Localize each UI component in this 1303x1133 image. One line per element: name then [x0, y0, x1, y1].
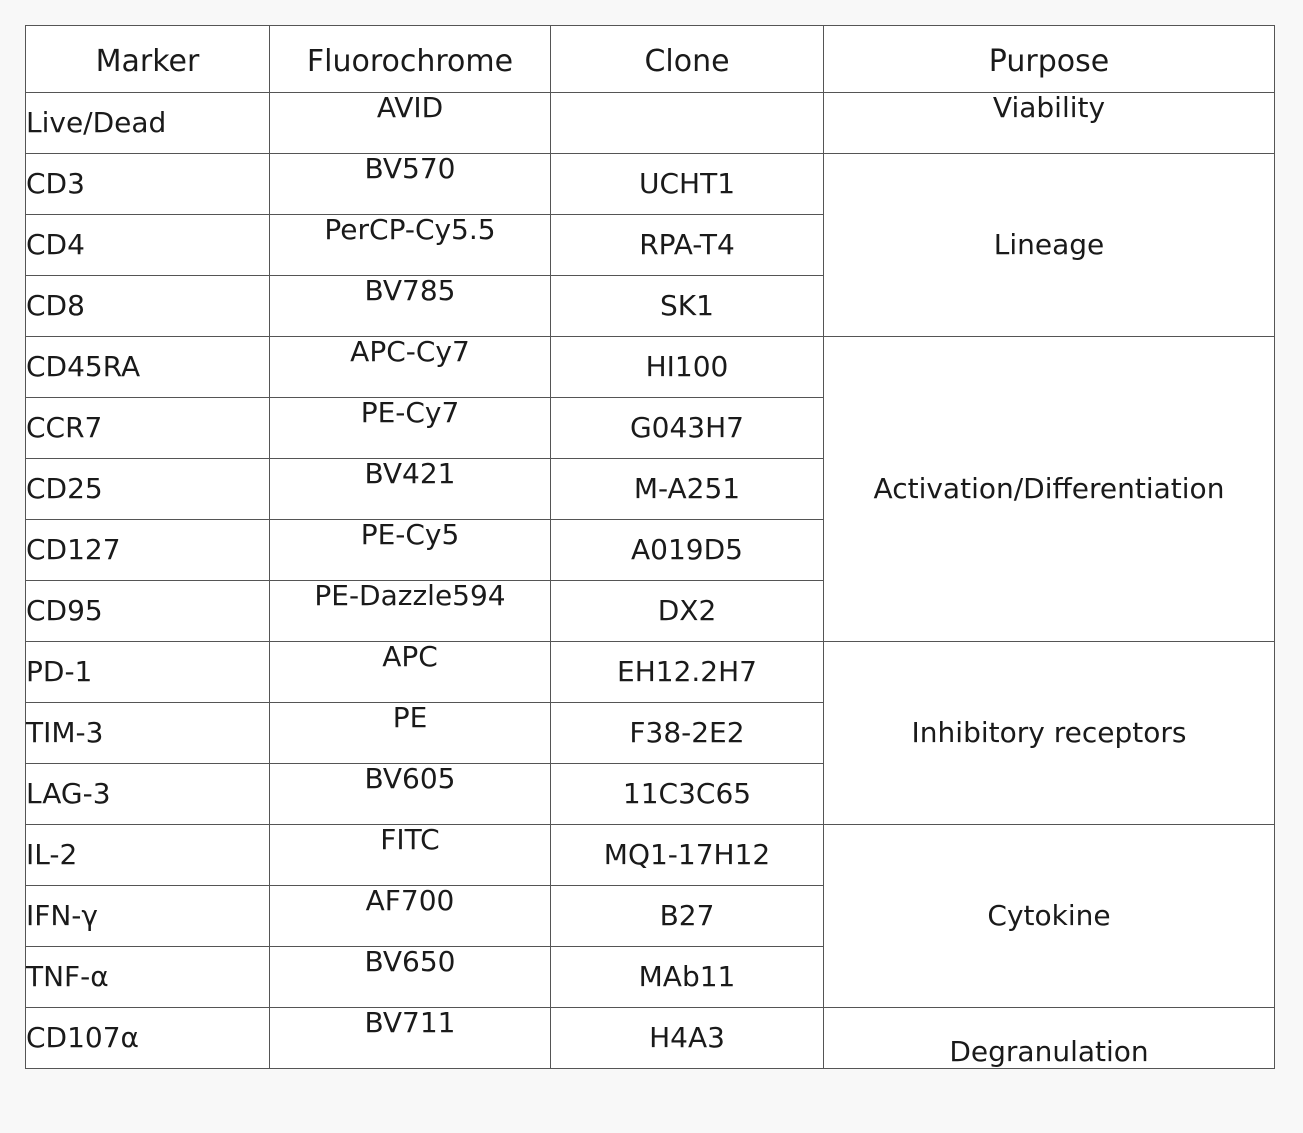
fluorochrome-cell: PE-Dazzle594 — [270, 581, 551, 642]
clone-cell: G043H7 — [551, 398, 824, 459]
fluorochrome-cell: FITC — [270, 825, 551, 886]
fluorochrome-cell: BV711 — [270, 1008, 551, 1069]
fluorochrome-cell: AF700 — [270, 886, 551, 947]
table-row — [26, 337, 1275, 398]
clone-cell: 11C3C65 — [551, 764, 824, 825]
marker-cell: CD107α — [26, 1008, 270, 1069]
marker-cell: TNF-α — [26, 947, 270, 1008]
marker-cell: PD-1 — [26, 642, 270, 703]
marker-cell: CD4 — [26, 215, 270, 276]
clone-cell: MAb11 — [551, 947, 824, 1008]
table-row — [26, 825, 1275, 886]
table-row — [26, 93, 1275, 154]
header-fluorochrome: Fluorochrome — [270, 26, 551, 93]
marker-cell: TIM-3 — [26, 703, 270, 764]
table-row — [26, 154, 1275, 215]
clone-cell: EH12.2H7 — [551, 642, 824, 703]
fluorochrome-cell: PE-Cy7 — [270, 398, 551, 459]
clone-cell — [551, 93, 824, 154]
marker-cell: Live/Dead — [26, 93, 270, 154]
table-row — [26, 642, 1275, 703]
fluorochrome-cell: APC — [270, 642, 551, 703]
purpose-degranulation: Degranulation — [824, 1008, 1275, 1069]
clone-cell: SK1 — [551, 276, 824, 337]
fluorochrome-cell: BV570 — [270, 154, 551, 215]
clone-cell: A019D5 — [551, 520, 824, 581]
clone-cell: DX2 — [551, 581, 824, 642]
purpose-lineage: Lineage — [824, 154, 1275, 337]
fluorochrome-cell: BV421 — [270, 459, 551, 520]
fluorochrome-cell: PE-Cy5 — [270, 520, 551, 581]
clone-cell: M-A251 — [551, 459, 824, 520]
clone-cell: H4A3 — [551, 1008, 824, 1069]
header-marker: Marker — [26, 26, 270, 93]
fluorochrome-cell: BV605 — [270, 764, 551, 825]
antibody-panel-table — [25, 25, 1275, 1069]
fluorochrome-cell: BV650 — [270, 947, 551, 1008]
clone-cell: MQ1-17H12 — [551, 825, 824, 886]
table-row — [26, 1008, 1275, 1069]
fluorochrome-cell: AVID — [270, 93, 551, 154]
purpose-viability: Viability — [824, 93, 1275, 154]
marker-cell: CD3 — [26, 154, 270, 215]
marker-cell: IL-2 — [26, 825, 270, 886]
marker-cell: CCR7 — [26, 398, 270, 459]
marker-cell: IFN-γ — [26, 886, 270, 947]
clone-cell: B27 — [551, 886, 824, 947]
marker-cell: CD95 — [26, 581, 270, 642]
fluorochrome-cell: BV785 — [270, 276, 551, 337]
fluorochrome-cell: PerCP-Cy5.5 — [270, 215, 551, 276]
marker-cell: LAG-3 — [26, 764, 270, 825]
fluorochrome-cell: PE — [270, 703, 551, 764]
clone-cell: RPA-T4 — [551, 215, 824, 276]
marker-cell: CD45RA — [26, 337, 270, 398]
marker-cell: CD25 — [26, 459, 270, 520]
purpose-inhibitory: Inhibitory receptors — [824, 642, 1275, 825]
purpose-activation: Activation/Differentiation — [824, 337, 1275, 642]
clone-cell: UCHT1 — [551, 154, 824, 215]
clone-cell: F38-2E2 — [551, 703, 824, 764]
purpose-cytokine: Cytokine — [824, 825, 1275, 1008]
header-row — [26, 26, 1275, 93]
clone-cell: HI100 — [551, 337, 824, 398]
header-clone: Clone — [551, 26, 824, 93]
fluorochrome-cell: APC-Cy7 — [270, 337, 551, 398]
marker-cell: CD8 — [26, 276, 270, 337]
marker-cell: CD127 — [26, 520, 270, 581]
header-purpose: Purpose — [824, 26, 1275, 93]
